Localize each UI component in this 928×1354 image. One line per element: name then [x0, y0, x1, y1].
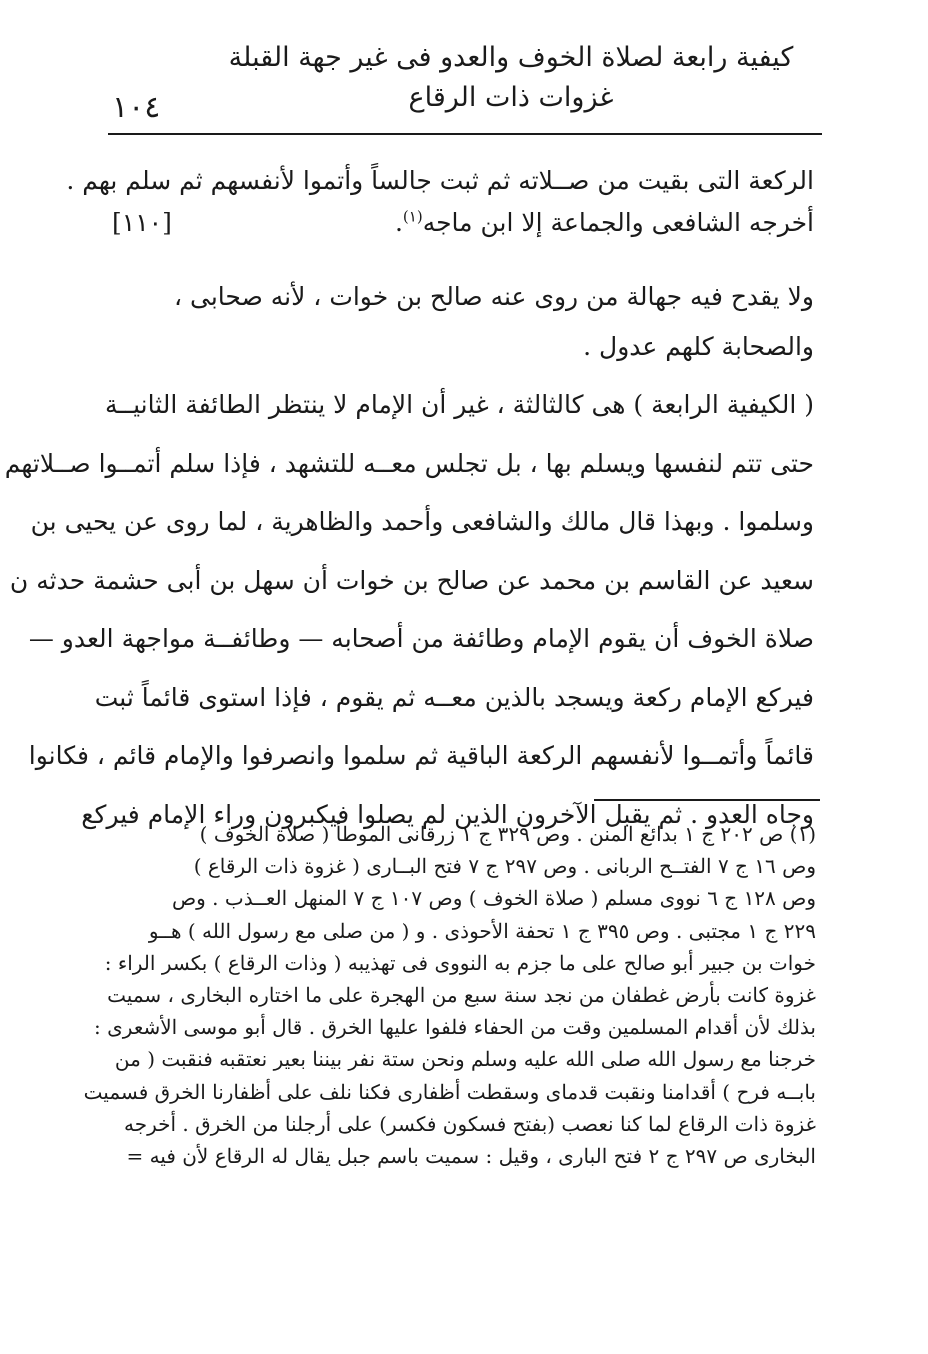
paragraph-3-line: حتى تتم لنفسها ويسلم بها ، بل تجلس معــه للتشهد ، فإذا سلم أتمــوا صــلاتهم	[4, 448, 814, 478]
paragraph-2	[112, 272, 814, 372]
paragraph-1-line-2-text	[395, 202, 814, 244]
paragraph-3-line: وجاه العدو . ثم يقبل الآخرون الذين لم يصلوا فيكبرون وراء الإمام فيركع	[81, 799, 814, 829]
citation-text: أخرجه الشافعى والجماعة إلا ابن ماجه	[422, 208, 814, 237]
footnote-line: البخارى ص ٢٩٧ ج ٢ فتح البارى ، وقيل : سميت باسم جبل يقال له الرقاع لأن فيه =	[126, 1144, 816, 1169]
footnotes	[83, 818, 816, 1172]
header-title-line1: كيفية رابعة لصلاة الخوف والعدو فى غير جهة القبلة	[228, 42, 794, 73]
paragraph-3-line: ( الكيفية الرابعة ) هى كالثالثة ، غير أن الإمام لا ينتظر الطائفة الثانيــة	[105, 390, 814, 419]
footnote-rule	[594, 799, 820, 801]
paragraph-3-line: قائماً وأتمــوا لأنفسهم الركعة الباقية ثم سلموا وانصرفوا والإمام قائم ، فكانوا	[28, 741, 814, 770]
page-number: ١٠٤	[112, 90, 161, 125]
footnote-line: خوات بن جبير أبو صالح على ما جزم به النووى فى تهذيبه ( وذات الرقاع ) بكسر الراء :	[104, 950, 816, 975]
footnote-line: غزوة ذات الرقاع لما كنا نعصب (بفتح فسكون فكسر) على أرجلنا من الخرق . أخرجه	[124, 1111, 816, 1136]
footnote-line: بابــه فرح ) أقدامنا ونقبت قدماى وسقطت أظفارى فكنا نلف على أظفارنا الخرق فسميت	[83, 1079, 816, 1104]
header-title-line2: غزوات ذات الرقاع	[408, 82, 614, 113]
footnote-line: بذلك لأن أقدام المسلمين وقت من الحفاء فلفوا عليها الخرق . قال أبو موسى الأشعرى :	[94, 1015, 816, 1040]
header-rule	[108, 133, 822, 135]
footnote-line: (١) ص ٢٠٢ ج ١ بدائع المنن . وص ٣٢٩ ج ١ زرقانى الموطأ ( صلاة الخوف )	[199, 822, 816, 846]
paragraph-1-line-1: الركعة التى بقيت من صــلاته ثم ثبت جالساً وأتموا لأنفسهم ثم سلم بهم .	[66, 166, 814, 195]
hadith-number: [١١٠]	[112, 208, 172, 237]
paragraph-2-line-1: ولا يقدح فيه جهالة من روى عنه صالح بن خوات ، لأنه صحابى ،	[174, 282, 814, 311]
footnote-line: غزوة كانت بأرض غطفان من نجد سنة سبع من الهجرة على ما اختاره البخارى ، سميت	[107, 983, 816, 1008]
footnote-line: وص ١٢٨ ج ٦ نووى مسلم ( صلاة الخوف ) وص ١٠٧ ج ٧ المنهل العــذب . وص	[171, 886, 816, 911]
paragraph-3	[4, 376, 814, 844]
footnote-line: خرجنا مع رسول الله صلى الله عليه وسلم ونحن ستة نفر بيننا بعير نعتقبه فنقبت ( من	[114, 1047, 816, 1072]
header-title	[202, 38, 820, 118]
paragraph-2-line-2: والصحابة كلهم عدول .	[583, 332, 814, 361]
paragraph-3-line: سعيد عن القاسم بن محمد عن صالح بن خوات أن سهل بن أبى حشمة حدثه ن	[9, 565, 814, 595]
footnote-line: وص ١٦ ج ٧ الفتــح الربانى . وص ٢٩٧ ج ٧ فتح البــارى ( غزوة ذات الرقاع )	[193, 854, 816, 879]
paragraph-3-line: فيركع الإمام ركعة ويسجد بالذين معــه ثم يقوم ، فإذا استوى قائماً ثبت	[94, 682, 814, 712]
paragraph-1	[66, 160, 814, 244]
running-header	[112, 38, 820, 130]
paragraph-3-line: صلاة الخوف أن يقوم الإمام وطائفة من أصحابه — وطائفــة مواجهة العدو —	[28, 624, 814, 653]
paragraph-1-line-2	[112, 202, 814, 244]
footnote-marker: (١)	[402, 207, 423, 226]
citation-end: .	[394, 208, 403, 237]
paragraph-3-line: وسلموا . وبهذا قال مالك والشافعى وأحمد والظاهرية ، لما روى عن يحيى بن	[30, 507, 814, 536]
footnote-line: ٢٢٩ ج ١ مجتبى . وص ٣٩٥ ج ١ تحفة الأحوذى . و ( من صلى مع رسول الله ) هــو	[148, 918, 816, 943]
